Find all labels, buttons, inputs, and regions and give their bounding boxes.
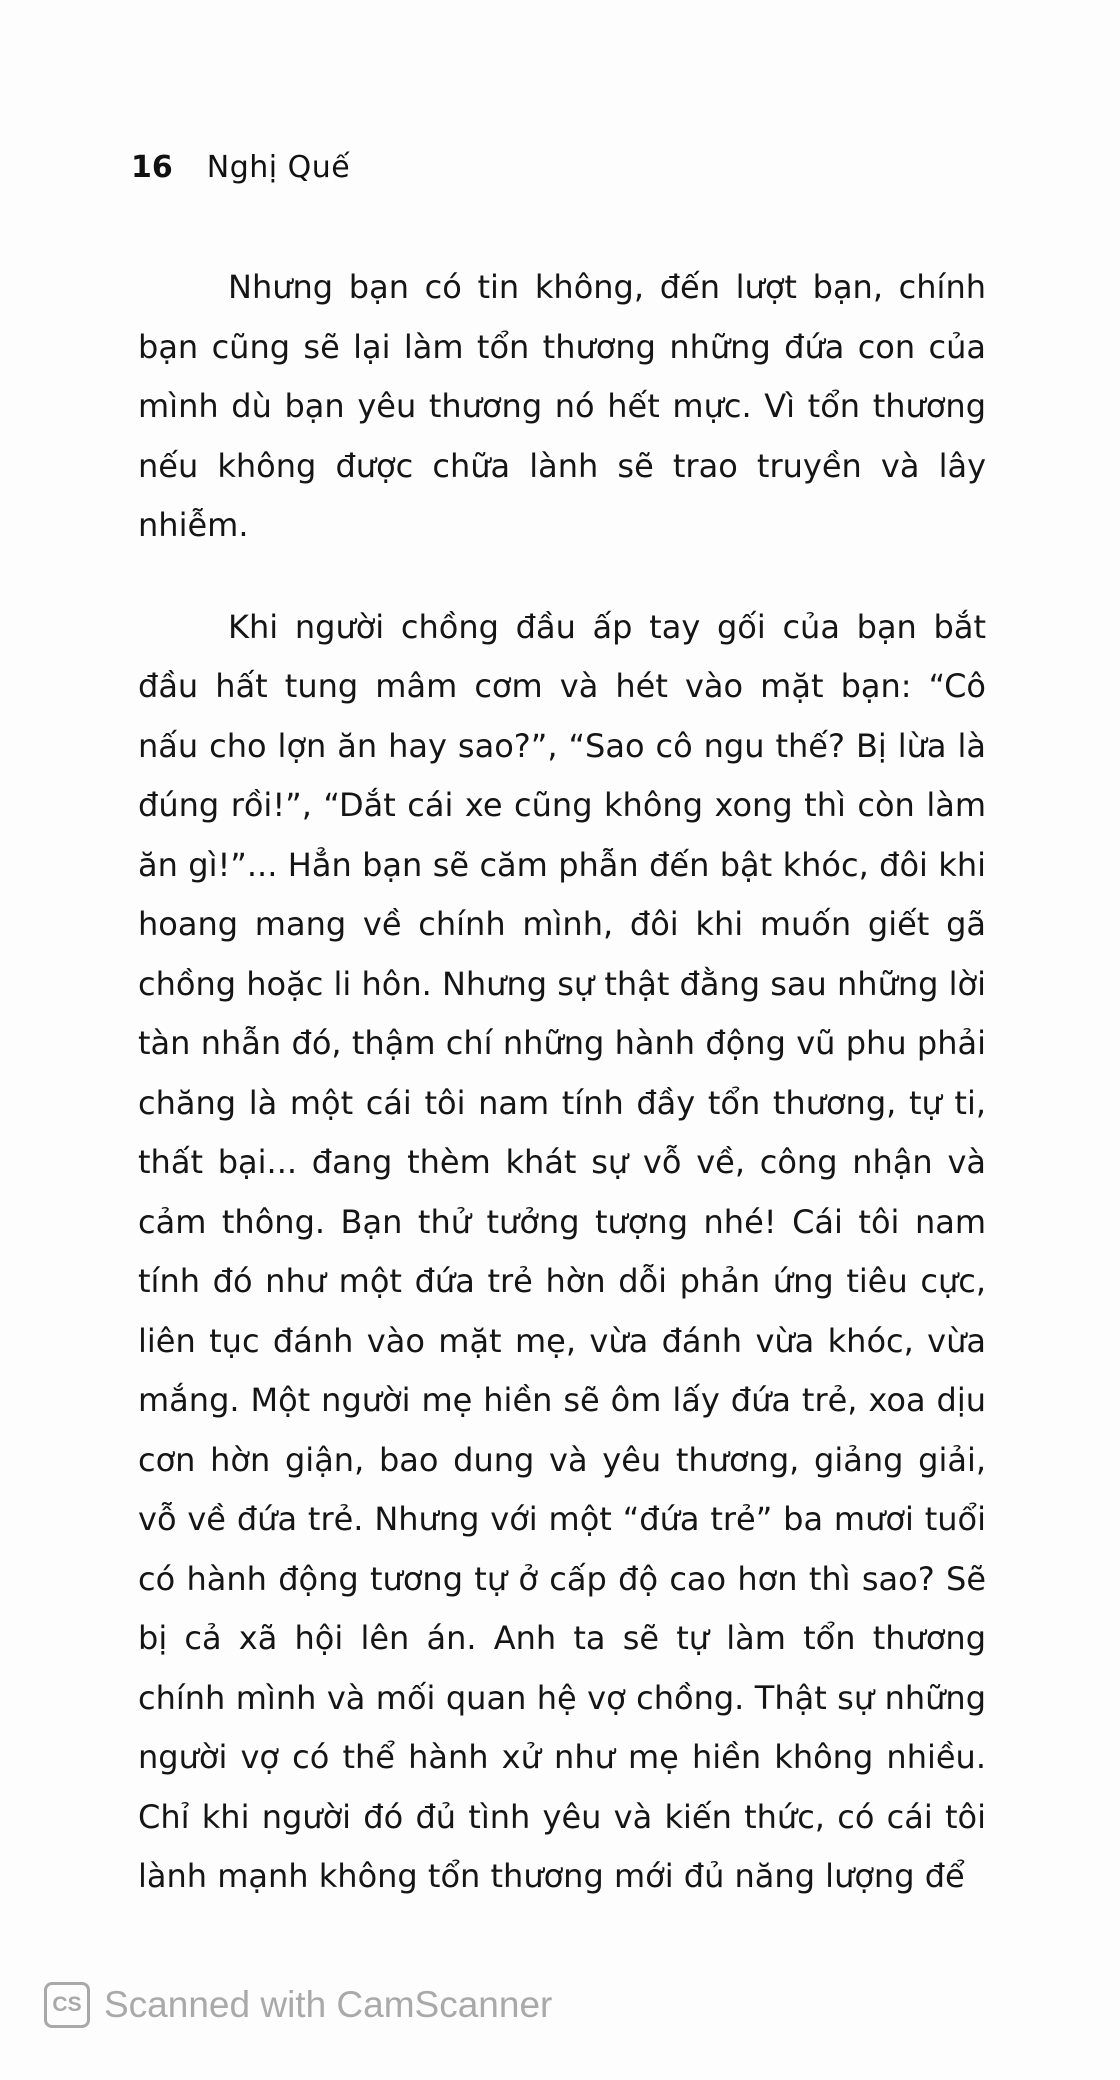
body-text [138, 258, 986, 1907]
paragraph-2: Khi người chồng đầu ấp tay gối của bạn bắt đầu hất tung mâm cơm và hét vào mặt bạn: “Cô nấu cho lợn ăn hay sao?”, “Sao cô ngu thế? Bị lừa là đúng rồi!”, “Dắt cái xe cũng không xong thì còn làm ăn gì!”... Hẳn bạn sẽ căm phẫn đến bật khóc, đôi khi hoang mang về chính mình, đôi khi muốn giết gã chồng hoặc li hôn. Nhưng sự thật đằng sau những lời tàn nhẫn đó, thậm chí những hành động vũ phu phải chăng là một cái tôi nam tính đầy tổn thương, tự ti, thất bại... đang thèm khát sự vỗ về, công nhận và cảm thông. Bạn thử tưởng tượng nhé! Cái tôi nam tính đó như một đứa trẻ hờn dỗi phản ứng tiêu cực, liên tục đánh vào mặt mẹ, vừa đánh vừa khóc, vừa mắng. Một người mẹ hiền sẽ ôm lấy đứa trẻ, xoa dịu cơn hờn giận, bao dung và yêu thương, giảng giải, vỗ về đứa trẻ. Nhưng với một “đứa trẻ” ba mươi tuổi có hành động tương tự ở cấp độ cao hơn thì sao? Sẽ bị cả xã hội lên án. Anh ta sẽ tự làm tổn thương chính mình và mối quan hệ vợ chồng. Thật sự những người vợ có thể hành xử như mẹ hiền không nhiều. Chỉ khi người đó đủ tình yêu và kiến thức, có cái tôi lành mạnh không tổn thương mới đủ năng lượng để [138, 607, 986, 1895]
camscanner-watermark [44, 1982, 552, 2028]
book-title: Nghị Quế [206, 150, 351, 185]
page-number: 16 [131, 150, 173, 185]
page-header [131, 150, 350, 185]
paragraph-1: Nhưng bạn có tin không, đến lượt bạn, chính bạn cũng sẽ lại làm tổn thương những đứa con của mình dù bạn yêu thương nó hết mực. Vì tổn thương nếu không được chữa lành sẽ trao truyền và lây nhiễm. [138, 268, 986, 544]
camscanner-logo-icon: CS [44, 1982, 90, 2028]
watermark-text: Scanned with CamScanner [104, 1984, 553, 2025]
